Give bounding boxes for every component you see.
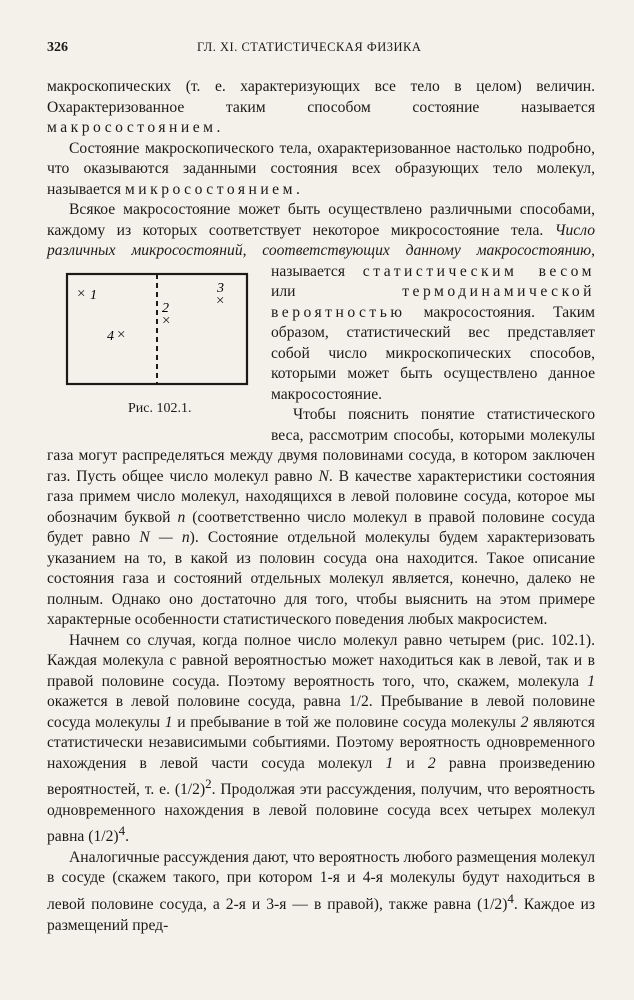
molecule-1-label: 1 [90,287,97,303]
symbol-N-minus-n: N — n [139,529,190,546]
term-statistical-weight: статистическим весом [362,262,595,280]
term-microstate: микросостоянием [124,180,296,198]
text-run: ). Состояние отдельной молекулы будем характеризовать указанием на то, в какой из половин сосуда она находится. Такое описание состояния газа и состояний отдельных молекул является, конечно, далеко не полным. Однако оно достаточно для того, чтобы выяснить на этом примере характерные особенности статистического поведения любых макросистем. [47,529,595,628]
text-run: , называется [271,242,595,280]
symbol-molecule-2: 2 [427,754,436,772]
text-run: равна произведению вероятностей, т. е. (1/2) [47,754,595,799]
text-run: макросостояния. Таким образом, статистический вес представляет собой число микроскопических способов, которыми может быть осуществлено данное макросостояние. [271,303,595,403]
symbol-N: N [318,467,329,485]
vessel-diagram [65,272,250,390]
paragraph-2 [47,139,595,201]
cross-mark: × [216,292,225,309]
paragraph-1 [47,77,595,139]
symbol-molecule-1: 1 [164,713,173,731]
symbol-n: n [177,508,186,526]
cross-mark: × [117,326,126,343]
running-title: ГЛ. XI. СТАТИСТИЧЕСКАЯ ФИЗИКА [197,40,422,54]
molecule-1 [77,286,97,303]
figure-caption: Рис. 102.1. [128,400,192,416]
molecule-2 [162,301,170,329]
molecule-3 [216,281,224,309]
figure-102-1 [47,266,259,436]
page-header [47,40,595,60]
molecule-4-label: 4 [107,328,114,344]
text-run: . [125,828,129,846]
exponent: 2 [205,776,212,791]
italic-definition: Число различных микросостояний, соответствующих данному макросостоянию [47,221,595,259]
text-run: окажется в левой половине сосуда, равна 1/2. Пребывание в левой половине сосуда молекулы [47,693,595,731]
text-run: являются статистически независимыми событиями. Поэтому вероятность одновременного нахождения в левой части сосуда молекул [47,713,595,772]
paragraph-6 [47,848,595,936]
text-run: . Каждое из размещений пред- [47,896,596,934]
molecule-4 [107,327,125,344]
text-run: Начнем со случая, когда полное число молекул равно четырем (рис. 102.1). Каждая молекула с равной вероятностью может находиться как в левой, так и в правой половине сосуда. Поэтому вероятность того, что, скажем, молекула [47,631,595,690]
text-run: Аналогичные рассуждения дают, что вероятность любого размещения молекул в сосуде (скажем такого, при котором 1-я и 4-я молекулы будут находиться в левой половине сосуда, а 2-я и 3-я — в правой), также равна (1/2) [47,848,595,914]
text-run: и [393,754,428,772]
text-run: и пребывание в той же половине сосуда молекулы [172,713,521,731]
text-run: или [271,283,403,300]
text-run: . В качестве характеристики состояния газа примем число молекул, находящихся в левой половине сосуда, которое мы обозначим буквой [47,467,596,526]
body-text [47,77,595,936]
cross-mark: × [162,312,171,329]
paragraph-3 [47,200,595,416]
text-run: Состояние макроскопического тела, охарактеризованное настолько подробно, что оказываются заданными состояния всех образующих тело молекул, называется [47,139,595,198]
text-run: . [216,119,221,136]
paragraph-5 [47,631,595,848]
exponent: 4 [118,823,126,839]
text-run: . Продолжая эти рассуждения, получим, что вероятность одновременного нахождения в левой половине сосуда всех четырех молекул равна (1/2) [47,781,595,846]
molecule-2-label: 2 [162,300,169,316]
text-run: (соответственно число молекул в правой половине сосуда будет равно [47,508,595,546]
text-run: Всякое макросостояние может быть осуществлено различными способами, каждому из которых соответствует некоторое микросостояние тела. [47,201,595,239]
exponent: 4 [507,890,514,906]
page-number: 326 [47,40,68,55]
symbol-molecule-2: 2 [520,713,529,731]
term-macrostate: макросостоянием [47,119,217,136]
text-run: Чтобы пояснить понятие статистического веса, рассмотрим способы, которыми молекулы газа могут распределяться между двумя половинами сосуда, в котором заключен газ. Пусть общее число молекул равно [47,406,595,485]
symbol-molecule-1: 1 [587,672,595,690]
text-run: макроскопических (т. е. характеризующих все тело в целом) величин. Охарактеризованное таким способом состояние называется [47,78,595,116]
term-thermodynamic-probability: термодинамической вероятностью [271,283,595,321]
molecule-3-label: 3 [217,280,224,296]
text-run: . [295,180,300,198]
cross-mark: × [77,285,86,302]
symbol-molecule-1: 1 [385,754,394,772]
paragraph-4 [47,405,595,631]
